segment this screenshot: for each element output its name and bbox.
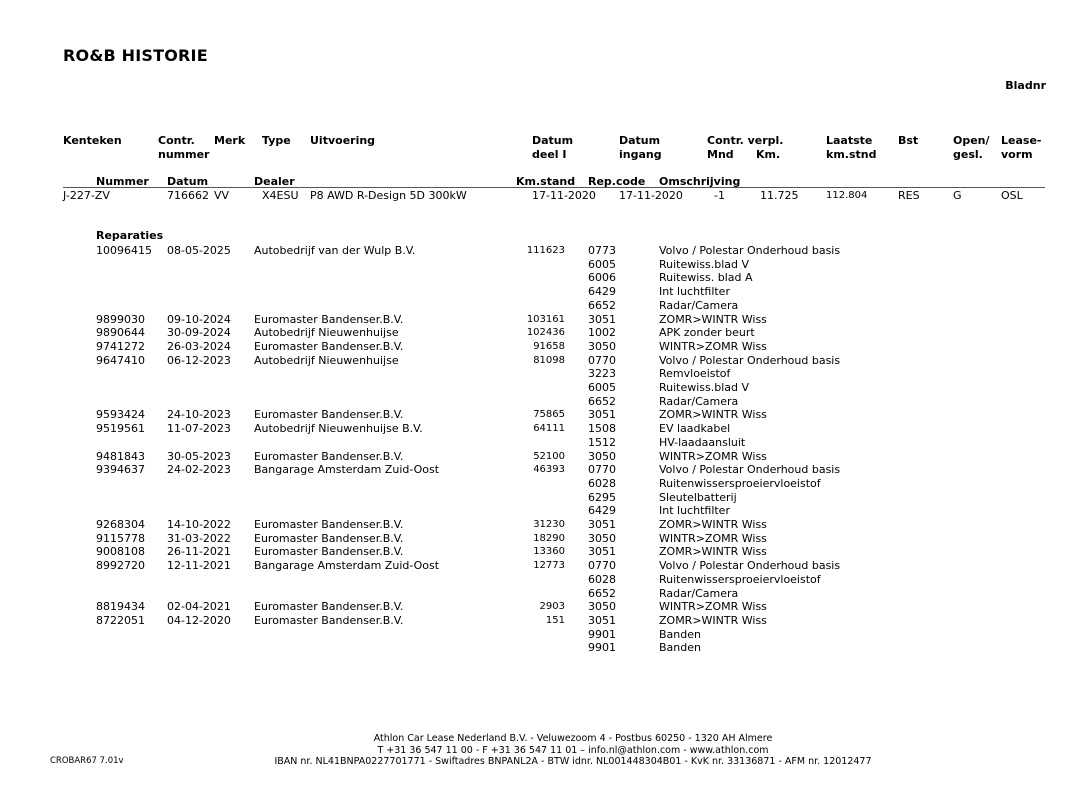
repair-nummer: 9519561 [96,422,145,436]
repair-omschrijving: Int luchtfilter [659,285,730,299]
section-reparaties: Reparaties [96,229,164,242]
header-uitvoering: Uitvoering [310,134,376,147]
repair-kmstand: 13360 [533,546,565,558]
repair-repcode: 6652 [588,586,616,600]
repair-repcode: 1508 [588,422,616,436]
repair-kmstand: 102436 [526,327,565,339]
repair-omschrijving: APK zonder beurt [659,326,755,340]
repair-omschrijving: ZOMR>WINTR Wiss [659,613,767,627]
repair-repcode: 3050 [588,339,616,353]
vehicle-mnd: -1 [714,189,725,202]
repair-kmstand: 2903 [539,601,565,613]
repair-omschrijving: Remvloeistof [659,367,731,381]
repair-dealer: Bangarage Amsterdam Zuid-Oost [254,463,440,477]
repair-kmstand: 103161 [526,313,565,325]
repair-nummer: 9890644 [96,326,145,340]
repair-repcode: 1002 [588,326,616,340]
repair-repcode: 3051 [588,545,616,559]
repair-datum: 06-12-2023 [167,353,231,367]
bladnr-label: Bladnr [1005,79,1046,92]
repair-omschrijving: Ruitewiss.blad V [659,257,750,271]
repair-omschrijving: Ruitewiss. blad A [659,271,753,285]
repair-omschrijving: Ruitenwissersproeiervloeistof [659,572,821,586]
repair-omschrijving: Banden [659,627,701,641]
vehicle-datum-ingang: 17-11-2020 [619,189,683,202]
vehicle-open-gesl: G [953,189,962,202]
repair-datum: 09-10-2024 [167,312,231,326]
repair-dealer: Autobedrijf Nieuwenhuijse [254,353,399,367]
footer [0,733,1080,768]
repair-repcode: 3223 [588,367,616,381]
repair-repcode: 6005 [588,381,616,394]
form-code: CROBAR67 7.01v [50,756,124,766]
repair-dealer: Bangarage Amsterdam Zuid-Oost [254,559,440,573]
header-kenteken: Kenteken [63,134,122,147]
repair-repcode: 6005 [588,257,616,271]
repair-datum: 24-10-2023 [167,408,231,422]
header-divider [63,187,1045,188]
page-title: RO&B HISTORIE [63,46,208,65]
header-contr-verpl: Contr. verpl. [707,134,784,147]
header-type: Type [262,134,291,147]
repair-repcode: 3050 [588,531,616,545]
repair-omschrijving: Radar/Camera [659,394,739,408]
repair-nummer: 8722051 [96,613,145,627]
repair-kmstand: 75865 [533,409,565,421]
repair-omschrijving: ZOMR>WINTR Wiss [659,312,767,326]
repair-dealer: Euromaster Bandenser.B.V. [254,312,404,326]
repair-repcode: 0770 [588,463,616,477]
repair-datum: 31-03-2022 [167,531,231,545]
repair-repcode: 6028 [588,572,616,586]
vehicle-laatste-km: 112.804 [826,190,868,201]
repair-omschrijving: WINTR>ZOMR Wiss [659,600,767,614]
repair-nummer: 9394637 [96,463,145,477]
vehicle-uitvoering: P8 AWD R-Design 5D 300kW [310,189,467,202]
repair-repcode: 6295 [588,490,616,504]
repair-dealer: Euromaster Bandenser.B.V. [254,545,404,559]
vehicle-kenteken: J-227-ZV [63,189,110,202]
repair-repcode: 3050 [588,449,616,463]
repair-dealer: Euromaster Bandenser.B.V. [254,449,404,463]
repair-omschrijving: WINTR>ZOMR Wiss [659,531,767,545]
repair-datum: 02-04-2021 [167,600,231,614]
header-ingang: ingang [619,148,662,161]
repair-dealer: Euromaster Bandenser.B.V. [254,600,404,614]
repair-repcode: 0770 [588,559,616,573]
repair-nummer: 9593424 [96,408,145,422]
repair-repcode: 6006 [588,271,616,285]
repair-omschrijving: EV laadkabel [659,422,731,436]
header-lease: Lease- [1001,134,1042,147]
repair-nummer: 10096415 [96,244,152,257]
repair-kmstand: 31230 [533,519,565,530]
repair-datum: 24-02-2023 [167,463,231,477]
repair-nummer: 9481843 [96,449,145,463]
repair-omschrijving: Radar/Camera [659,298,739,312]
repair-dealer: Euromaster Bandenser.B.V. [254,518,404,531]
header-rep-datum: Datum [167,175,209,188]
header-merk: Merk [214,134,246,147]
repair-repcode: 3051 [588,518,616,531]
repair-datum: 04-12-2020 [167,613,231,627]
repair-dealer: Autobedrijf Nieuwenhuijse B.V. [254,422,423,436]
header-kmstnd: km.stnd [826,148,877,161]
repair-omschrijving: Radar/Camera [659,586,739,600]
repair-repcode: 1512 [588,435,616,449]
header-contr: Contr. [158,134,195,147]
repair-repcode: 3051 [588,408,616,422]
repair-nummer: 9008108 [96,545,145,559]
repair-kmstand: 64111 [533,423,565,435]
vehicle-bst: RES [898,189,920,202]
repair-repcode: 3051 [588,613,616,627]
repair-dealer: Euromaster Bandenser.B.V. [254,408,404,422]
repair-dealer: Autobedrijf van der Wulp B.V. [254,244,416,257]
repair-omschrijving: HV-laadaansluit [659,435,746,449]
repair-omschrijving: Int luchtfilter [659,504,730,518]
repair-dealer: Euromaster Bandenser.B.V. [254,531,404,545]
repair-repcode: 0770 [588,353,616,367]
repair-repcode: 6652 [588,298,616,312]
header-datum-deel: Datum [532,134,574,147]
repair-omschrijving: Volvo / Polestar Onderhoud basis [659,353,841,367]
repair-omschrijving: WINTR>ZOMR Wiss [659,449,767,463]
header-gesl: gesl. [953,148,983,161]
repair-kmstand: 81098 [533,354,565,366]
header-bst: Bst [898,134,919,147]
repair-kmstand: 18290 [533,532,565,544]
repair-nummer: 9268304 [96,518,145,531]
footer-line-address: Athlon Car Lease Nederland B.V. - Veluwezoom 4 - Postbus 60250 - 1320 AH Almere [373,733,773,744]
repair-kmstand: 151 [545,614,565,626]
repair-nummer: 8819434 [96,600,145,614]
repair-kmstand: 111623 [526,245,565,256]
repair-repcode: 0773 [588,244,616,257]
repair-omschrijving: Ruitewiss.blad V [659,381,750,394]
repair-omschrijving: ZOMR>WINTR Wiss [659,408,767,422]
repair-repcode: 3051 [588,312,616,326]
repair-kmstand: 91658 [533,340,565,352]
repair-repcode: 9901 [588,641,616,655]
repair-datum: 26-03-2024 [167,339,231,353]
header-rep-nummer: Nummer [96,175,149,188]
header-laatste: Laatste [826,134,873,147]
repair-datum: 11-07-2023 [167,422,231,436]
header-deel-i: deel I [532,148,567,161]
repair-nummer: 9741272 [96,339,145,353]
repair-datum: 12-11-2021 [167,559,231,573]
repair-omschrijving: Sleutelbatterij [659,490,737,504]
header-rep-dealer: Dealer [254,175,295,188]
header-rep-repcode: Rep.code [588,175,646,188]
header-nummer: nummer [158,148,210,161]
repair-repcode: 6429 [588,504,616,518]
repair-omschrijving: Ruitenwissersproeiervloeistof [659,476,821,490]
vehicle-lease-vorm: OSL [1001,189,1023,202]
header-rep-omschrijving: Omschrijving [659,175,741,188]
vehicle-type: X4ESU [262,189,299,202]
repair-nummer: 9647410 [96,353,145,367]
repair-kmstand: 52100 [533,450,565,462]
repair-repcode: 6028 [588,476,616,490]
vehicle-km: 11.725 [760,189,799,202]
header-datum-ingang: Datum [619,134,661,147]
repair-omschrijving: Volvo / Polestar Onderhoud basis [659,559,841,573]
repair-datum: 08-05-2025 [167,244,231,257]
header-open: Open/ [953,134,990,147]
repair-nummer: 8992720 [96,559,145,573]
repair-omschrijving: WINTR>ZOMR Wiss [659,339,767,353]
header-km: Km. [756,148,781,161]
repair-dealer: Euromaster Bandenser.B.V. [254,339,404,353]
repair-datum: 30-05-2023 [167,449,231,463]
repair-kmstand: 46393 [533,464,565,476]
header-vorm: vorm [1001,148,1033,161]
vehicle-contract: 716662 [167,189,209,202]
repair-nummer: 9115778 [96,531,145,545]
vehicle-datum-deel1: 17-11-2020 [532,189,596,202]
repair-kmstand: 12773 [533,560,565,572]
repair-repcode: 3050 [588,600,616,614]
footer-line-contact: T +31 36 547 11 00 - F +31 36 547 11 01 – info.nl@athlon.com - www.athlon.com [377,744,769,756]
footer-line-bank: IBAN nr. NL41BNPA0227701771 - Swiftadres BNPANL2A - BTW idnr. NL001448304B01 - KvK nr. 33136871 - AFM nr. 12012477 [274,756,872,767]
repair-omschrijving: Banden [659,641,701,655]
repair-dealer: Autobedrijf Nieuwenhuijse [254,326,399,340]
repair-repcode: 6652 [588,394,616,408]
repair-datum: 26-11-2021 [167,545,231,559]
vehicle-merk: VV [214,189,230,202]
repair-repcode: 9901 [588,627,616,641]
repair-omschrijving: Volvo / Polestar Onderhoud basis [659,244,841,257]
repair-datum: 30-09-2024 [167,326,231,340]
repair-omschrijving: Volvo / Polestar Onderhoud basis [659,463,841,477]
repair-datum: 14-10-2022 [167,518,231,531]
header-rep-kmstand: Km.stand [516,175,576,188]
repair-repcode: 6429 [588,285,616,299]
repair-nummer: 9899030 [96,312,145,326]
repair-dealer: Euromaster Bandenser.B.V. [254,613,404,627]
header-mnd: Mnd [707,148,734,161]
repair-omschrijving: ZOMR>WINTR Wiss [659,518,767,531]
repair-omschrijving: ZOMR>WINTR Wiss [659,545,767,559]
